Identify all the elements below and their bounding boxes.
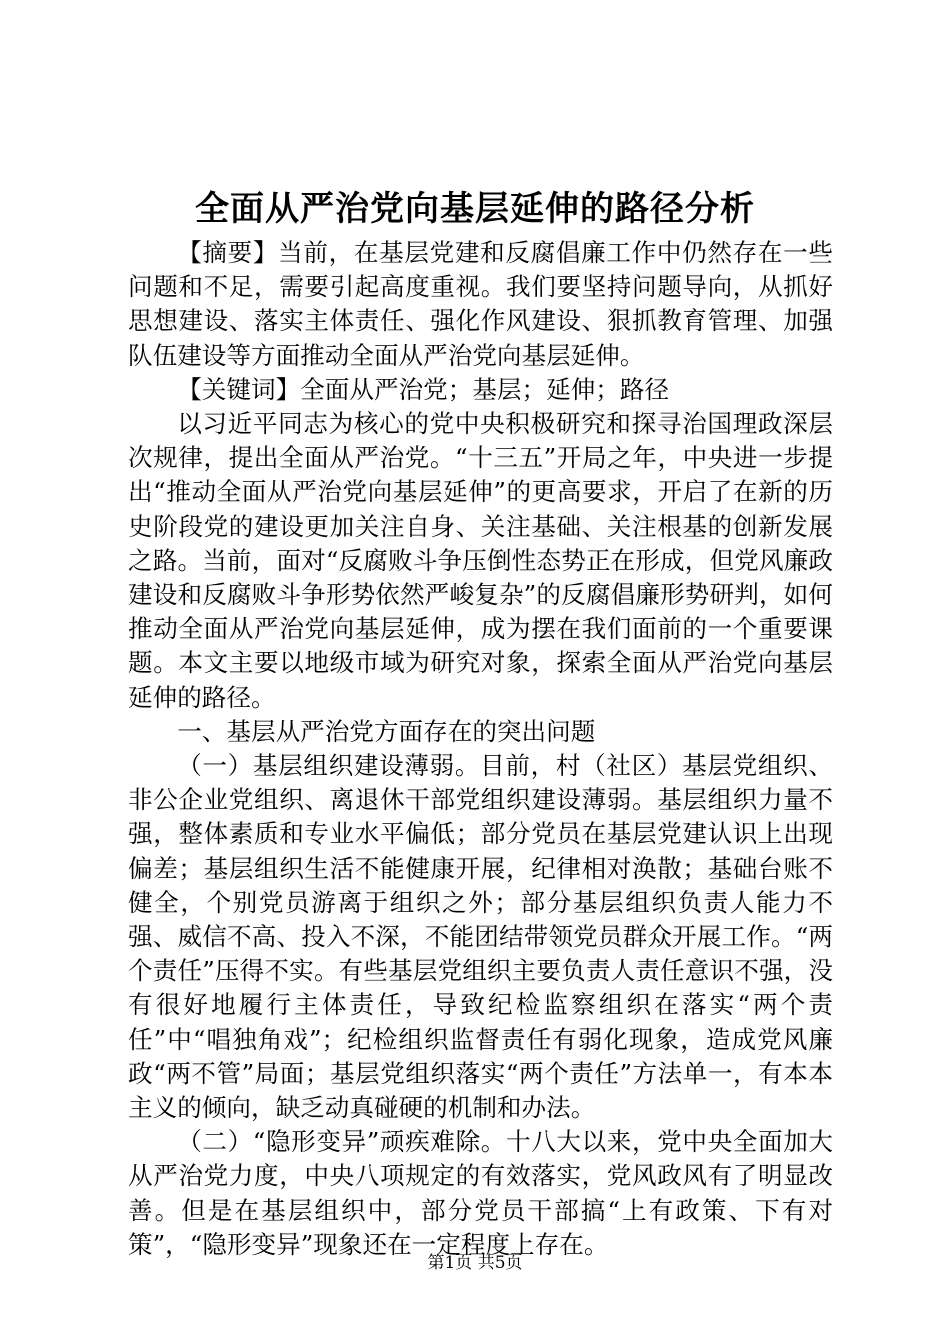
section-heading: 一、基层从严治党方面存在的突出问题 <box>177 716 596 746</box>
abstract-paragraph: 【摘要】当前，在基层党建和反腐倡廉工作中仍然存在一些问题和不足，需要引起高度重视。我们要坚持问题导向，从抓好思想建设、落实主体责任、强化作风建设、狠抓教育管理、加强队伍建设等方面推动全面从严治党向基层延伸。 <box>128 238 833 370</box>
document-body <box>128 236 833 1262</box>
body-paragraph-1: （一）基层组织建设薄弱。目前，村（社区）基层党组织、非公企业党组织、离退休干部党组织建设薄弱。基层组织力量不强，整体素质和专业水平偏低；部分党员在基层党建认识上出现偏差；基层组织生活不能健康开展，纪律相对涣散；基础台账不健全，个别党员游离于组织之外；部分基层组织负责人能力不强、威信不高、投入不深，不能团结带领党员群众开展工作。“两个责任”压得不实。有些基层党组织主要负责人责任意识不强，没有很好地履行主体责任，导致纪检监察组织在落实“两个责任”中“唱独角戏”；纪检组织监督责任有弱化现象，造成党风廉政“两不管”局面；基层党组织落实“两个责任”方法单一，有本本主义的倾向，缺乏动真碰硬的机制和办法。 <box>128 751 833 1123</box>
page-number-footer: 第1页 共5页 <box>427 1253 523 1273</box>
intro-paragraph: 以习近平同志为核心的党中央积极研究和探寻治国理政深层次规律，提出全面从严治党。“十三五”开局之年，中央进一步提出“推动全面从严治党向基层延伸”的更高要求，开启了在新的历史阶段党的建设更加关注自身、关注基础、关注根基的创新发展之路。当前，面对“反腐败斗争压倒性态势正在形成，但党风廉政建设和反腐败斗争形势依然严峻复杂”的反腐倡廉形势研判，如何推动全面从严治党向基层延伸，成为摆在我们面前的一个重要课题。本文主要以地级市域为研究对象，探索全面从严治党向基层延伸的路径。 <box>128 409 833 712</box>
body-paragraph-2: （二）“隐形变异”顽疾难除。十八大以来，党中央全面加大从严治党力度，中央八项规定的有效落实，党风政风有了明显改善。但是在基层组织中，部分党员干部搞“上有政策、下有对策”，“隐形变异”现象还在一定程度上存在。 <box>128 1127 833 1259</box>
document-title: 全面从严治党向基层延伸的路径分析 <box>195 189 755 229</box>
keywords-paragraph: 【关键词】全面从严治党；基层；延伸；路径 <box>177 374 670 404</box>
